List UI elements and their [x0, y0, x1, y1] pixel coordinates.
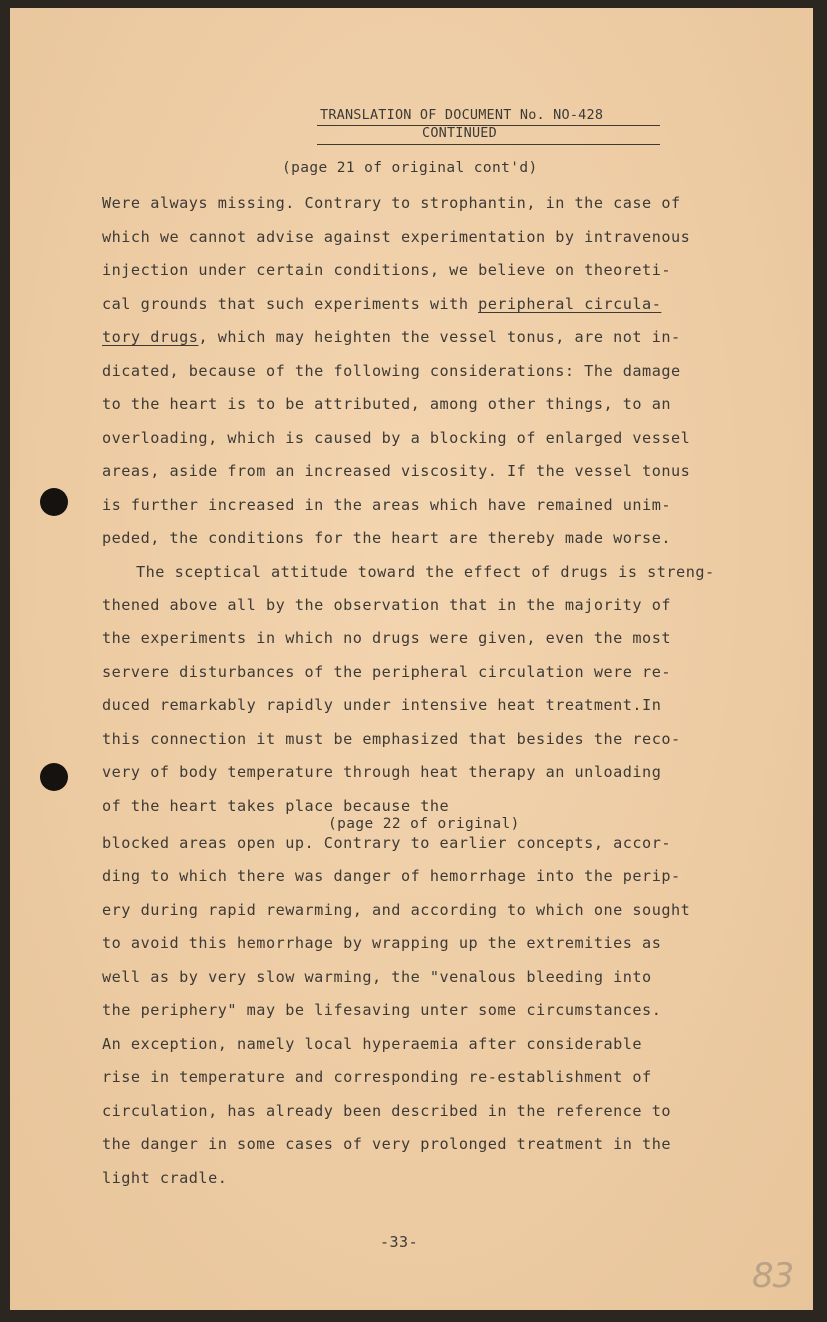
punch-hole [40, 488, 68, 516]
text-line: this connection it must be emphasized that besides the reco- [102, 730, 681, 748]
page-reference: (page 21 of original cont'd) [282, 160, 538, 176]
text-line: The sceptical attitude toward the effect of drugs is streng- [136, 563, 715, 581]
text-segment: cal grounds that such experiments with [102, 295, 479, 313]
text-line: An exception, namely local hyperaemia after considerable [102, 1035, 643, 1053]
underlined-text: peripheral circula- [478, 295, 662, 313]
text-line [102, 328, 681, 346]
text-line: dicated, because of the following considerations: The damage [102, 362, 681, 380]
text-line: the experiments in which no drugs were given, even the most [102, 629, 671, 647]
text-line: thened above all by the observation that in the majority of [102, 596, 671, 614]
handwritten-page-mark: 83 [752, 1256, 794, 1296]
text-line: Were always missing. Contrary to strophantin, in the case of [102, 194, 681, 212]
page-number: -33- [380, 1233, 419, 1251]
subtitle-underline [317, 144, 660, 145]
page-reference: (page 22 of original) [328, 816, 520, 832]
text-line: the danger in some cases of very prolonged treatment in the [102, 1135, 671, 1153]
document-page [10, 8, 813, 1310]
text-line: peded, the conditions for the heart are thereby made worse. [102, 529, 671, 547]
text-line: rise in temperature and corresponding re-establishment of [102, 1068, 652, 1086]
text-line: injection under certain conditions, we believe on theoreti- [102, 261, 671, 279]
text-line: blocked areas open up. Contrary to earlier concepts, accor- [102, 834, 671, 852]
punch-hole [40, 763, 68, 791]
text-line: ding to which there was danger of hemorrhage into the perip- [102, 867, 681, 885]
text-line: light cradle. [102, 1169, 228, 1187]
document-title: TRANSLATION OF DOCUMENT No. NO-428 [320, 107, 604, 123]
text-line: duced remarkably rapidly under intensive heat treatment.In [102, 696, 662, 714]
text-line: the periphery" may be lifesaving unter some circumstances. [102, 1001, 662, 1019]
text-line: to the heart is to be attributed, among other things, to an [102, 395, 671, 413]
text-line: very of body temperature through heat therapy an unloading [102, 763, 662, 781]
text-line: to avoid this hemorrhage by wrapping up the extremities as [102, 934, 662, 952]
text-line: ery during rapid rewarming, and according to which one sought [102, 901, 691, 919]
text-line: is further increased in the areas which have remained unim- [102, 496, 671, 514]
text-line: overloading, which is caused by a blocking of enlarged vessel [102, 429, 691, 447]
text-line [102, 295, 661, 313]
text-segment: , which may heighten the vessel tonus, are not in- [198, 328, 681, 346]
text-line: which we cannot advise against experimentation by intravenous [102, 228, 691, 246]
text-line: servere disturbances of the peripheral circulation were re- [102, 663, 671, 681]
text-line: of the heart takes place because the [102, 797, 450, 815]
text-line: circulation, has already been described in the reference to [102, 1102, 671, 1120]
text-line: well as by very slow warming, the "venalous bleeding into [102, 968, 652, 986]
underlined-text: tory drugs [102, 328, 199, 346]
document-subtitle: CONTINUED [422, 125, 497, 141]
text-line: areas, aside from an increased viscosity. If the vessel tonus [102, 462, 691, 480]
